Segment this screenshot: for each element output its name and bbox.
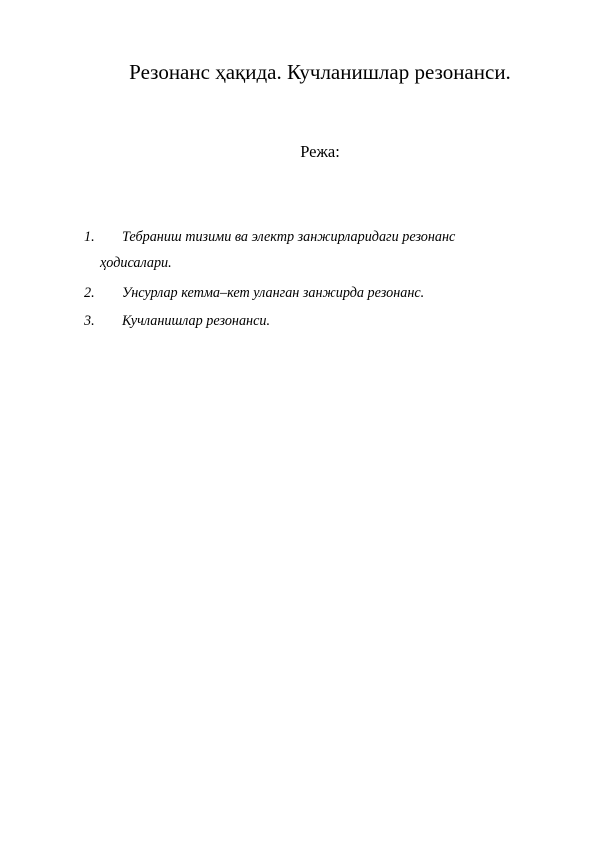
plan-item-text: Унсурлар кетма–кет уланган занжирда резонанс. <box>122 285 425 301</box>
plan-item-text: Тебраниш тизими ва электр занжирларидаги резонанс <box>122 229 456 245</box>
plan-item-number: 3. <box>84 313 95 329</box>
document-title: Резонанс ҳақида. Кучланишлар резонанси. <box>129 60 511 84</box>
plan-item-continuation: ҳодисалари. <box>100 255 172 271</box>
plan-item-number: 2. <box>84 285 95 301</box>
plan-item-number: 1. <box>84 229 95 245</box>
plan-heading: Режа: <box>300 142 340 161</box>
plan-item-text: Кучланишлар резонанси. <box>122 313 271 329</box>
